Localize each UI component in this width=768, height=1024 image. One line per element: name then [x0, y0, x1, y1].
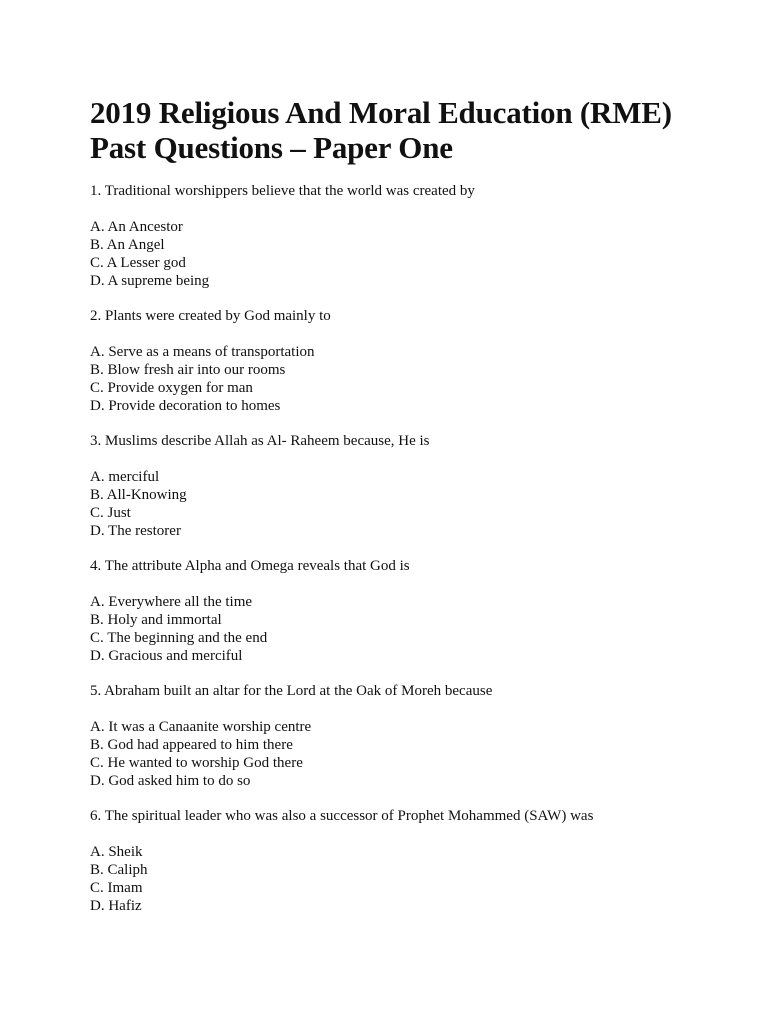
document-page [90, 0, 730, 915]
option-list [90, 218, 730, 290]
question-item [90, 807, 730, 915]
option-item: A. Everywhere all the time [90, 594, 253, 610]
option-list [90, 468, 730, 540]
question-list [90, 182, 730, 915]
option-item: A. Sheik [90, 844, 143, 860]
option-item: C. He wanted to worship God there [90, 755, 303, 771]
option-item: C. A Lesser god [90, 255, 186, 271]
option-item: A. Serve as a means of transportation [90, 344, 315, 360]
question-text: 1. Traditional worshippers believe that the world was created by [90, 183, 475, 199]
option-item: A. merciful [90, 469, 160, 485]
question-text: 3. Muslims describe Allah as Al- Raheem because, He is [90, 433, 430, 449]
option-item: B. All-Knowing [90, 487, 187, 503]
question-item [90, 307, 730, 415]
question-text: 6. The spiritual leader who was also a successor of Prophet Mohammed (SAW) was [90, 808, 594, 824]
question-text: 5. Abraham built an altar for the Lord at the Oak of Moreh because [90, 683, 493, 699]
option-item: B. God had appeared to him there [90, 737, 293, 753]
option-item: C. Provide oxygen for man [90, 380, 253, 396]
option-item: D. Hafiz [90, 898, 142, 914]
option-list [90, 718, 730, 790]
option-item: D. A supreme being [90, 273, 210, 289]
option-item: B. Blow fresh air into our rooms [90, 362, 286, 378]
question-text: 4. The attribute Alpha and Omega reveals that God is [90, 558, 410, 574]
option-item: A. It was a Canaanite worship centre [90, 719, 312, 735]
option-item: C. The beginning and the end [90, 630, 268, 646]
option-item: B. Caliph [90, 862, 148, 878]
option-list [90, 343, 730, 415]
option-item: B. An Angel [90, 237, 165, 253]
question-item [90, 557, 730, 665]
question-item [90, 682, 730, 790]
question-item [90, 182, 730, 290]
option-item: D. The restorer [90, 523, 181, 539]
option-item: D. God asked him to do so [90, 773, 251, 789]
option-list [90, 593, 730, 665]
question-text: 2. Plants were created by God mainly to [90, 308, 331, 324]
option-item: B. Holy and immortal [90, 612, 222, 628]
option-item: C. Just [90, 505, 131, 521]
page-title: 2019 Religious And Moral Education (RME) Past Questions – Paper One [90, 95, 672, 165]
option-item: C. Imam [90, 880, 143, 896]
question-item [90, 432, 730, 540]
option-item: D. Gracious and merciful [90, 648, 243, 664]
option-list [90, 843, 730, 915]
option-item: A. An Ancestor [90, 219, 183, 235]
option-item: D. Provide decoration to homes [90, 398, 281, 414]
